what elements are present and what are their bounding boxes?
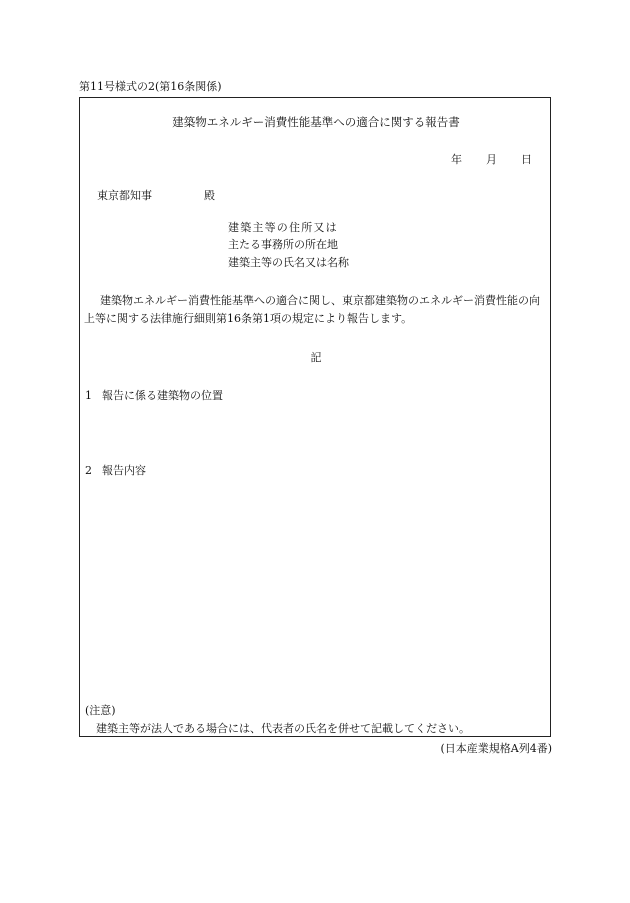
section-label: 報告内容 bbox=[102, 464, 146, 477]
form-number: 第11号様式の2(第16条関係) bbox=[79, 80, 222, 93]
date-month-label: 月 bbox=[486, 153, 497, 166]
addressee-name: 東京都知事 bbox=[97, 189, 152, 202]
section-content bbox=[85, 464, 146, 478]
section-number: 2 bbox=[85, 464, 92, 477]
note-heading: (注意) bbox=[85, 704, 116, 717]
date-year-label: 年 bbox=[451, 153, 462, 166]
applicant-address-label: 建築主等の住所又は bbox=[228, 221, 338, 234]
date-day-label: 日 bbox=[521, 153, 532, 166]
ki-heading: 記 bbox=[310, 351, 322, 364]
body-text: 建築物エネルギー消費性能基準への適合に関し、東京都建築物のエネルギー消費性能の向上等に関する法律施行細則第16条第1項の規定により報告します。 bbox=[84, 294, 540, 325]
section-number: 1 bbox=[85, 389, 92, 402]
section-label: 報告に係る建築物の位置 bbox=[102, 389, 223, 402]
date-row bbox=[451, 153, 532, 167]
paper-standard: (日本産業規格A列4番) bbox=[440, 742, 552, 755]
addressee-suffix: 殿 bbox=[204, 189, 215, 202]
form-frame bbox=[79, 97, 551, 737]
note-text: 建築主等が法人である場合には、代表者の氏名を併せて記載してください。 bbox=[96, 722, 470, 735]
applicant-office-label: 主たる事務所の所在地 bbox=[228, 238, 338, 251]
applicant-name-label: 建築主等の氏名又は名称 bbox=[228, 256, 349, 269]
section-location bbox=[85, 389, 223, 403]
document-title: 建築物エネルギー消費性能基準への適合に関する報告書 bbox=[172, 115, 460, 129]
